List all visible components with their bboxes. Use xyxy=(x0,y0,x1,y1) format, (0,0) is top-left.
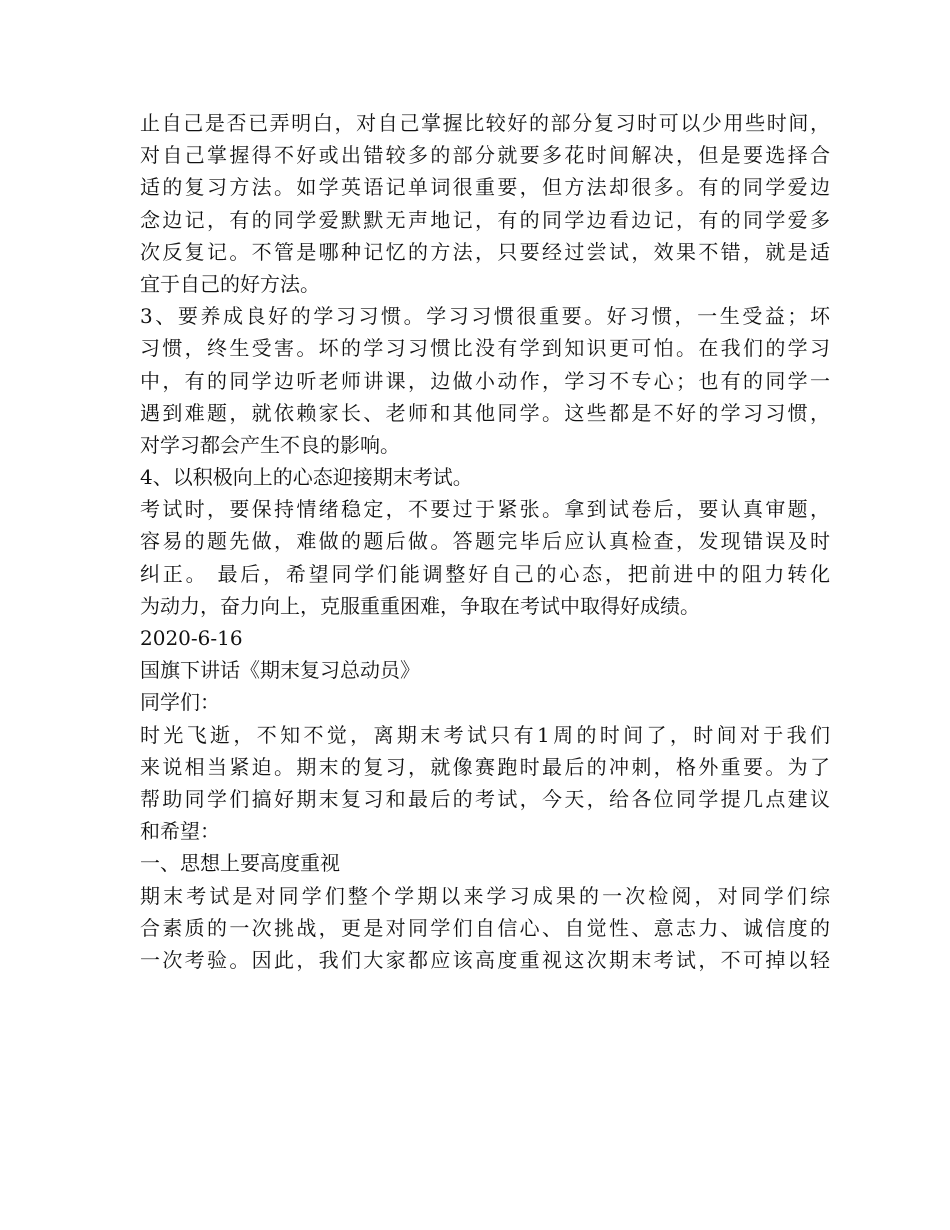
text-line: 中，有的同学边听老师讲课，边做小动作，学习不专心；也有的同学一 xyxy=(140,368,830,393)
text-line: 帮助同学们搞好期末复习和最后的考试，今天，给各位同学提几点建议 xyxy=(140,786,830,811)
text-line: 2020-6-16 xyxy=(140,626,243,650)
text-line: 适的复习方法。如学英语记单词很重要，但方法却很多。有的同学爱边 xyxy=(140,175,830,200)
text-line: 对学习都会产生不良的影响。 xyxy=(140,432,400,457)
text-line: 宜于自己的好方法。 xyxy=(140,271,320,296)
text-line: 合素质的一次挑战，更是对同学们自信心、自觉性、意志力、诚信度的 xyxy=(140,915,830,940)
text-line: 同学们： xyxy=(140,690,220,715)
text-line: 念边记，有的同学爱默默无声地记，有的同学边看边记，有的同学爱多 xyxy=(140,207,830,232)
text-line: 容易的题先做，难做的题后做。答题完毕后应认真检查，发现错误及时 xyxy=(140,529,830,554)
text-line: 一次考验。因此，我们大家都应该高度重视这次期末考试，不可掉以轻 xyxy=(140,947,830,972)
text-line: 来说相当紧迫。期末的复习，就像赛跑时最后的冲刺，格外重要。为了 xyxy=(140,754,830,779)
text-line: 次反复记。不管是哪种记忆的方法，只要经过尝试，效果不错，就是适 xyxy=(140,239,830,264)
text-line: 和希望： xyxy=(140,819,220,844)
text-line: 为动力，奋力向上，克服重重困难，争取在考试中取得好成绩。 xyxy=(140,593,700,618)
text-line: 期末考试是对同学们整个学期以来学习成果的一次检阅，对同学们综 xyxy=(140,883,830,908)
text-line: 一、思想上要高度重视 xyxy=(140,851,340,876)
text-line: 纠正。 最后，希望同学们能调整好自己的心态，把前进中的阻力转化 xyxy=(140,561,830,586)
text-line: 4、以积极向上的心态迎接期末考试。 xyxy=(140,465,473,490)
text-line: 止自己是否已弄明白，对自己掌握比较好的部分复习时可以少用些时间， xyxy=(140,111,830,135)
text-line: 习惯，终生受害。坏的学习习惯比没有学到知识更可怕。在我们的学习 xyxy=(140,336,830,361)
document-body xyxy=(140,107,830,976)
text-line: 遇到难题，就依赖家长、老师和其他同学。这些都是不好的学习习惯， xyxy=(140,400,830,425)
text-line: 时光飞逝，不知不觉，离期末考试只有1周的时间了，时间对于我们 xyxy=(140,722,830,747)
text-line: 国旗下讲话《期末复习总动员》 xyxy=(140,658,420,683)
text-line: 3、要养成良好的学习习惯。学习习惯很重要。好习惯，一生受益；坏 xyxy=(140,304,830,329)
text-line: 对自己掌握得不好或出错较多的部分就要多花时间解决，但是要选择合 xyxy=(140,143,830,168)
text-line: 考试时，要保持情绪稳定，不要过于紧张。拿到试卷后，要认真审题， xyxy=(140,497,830,522)
